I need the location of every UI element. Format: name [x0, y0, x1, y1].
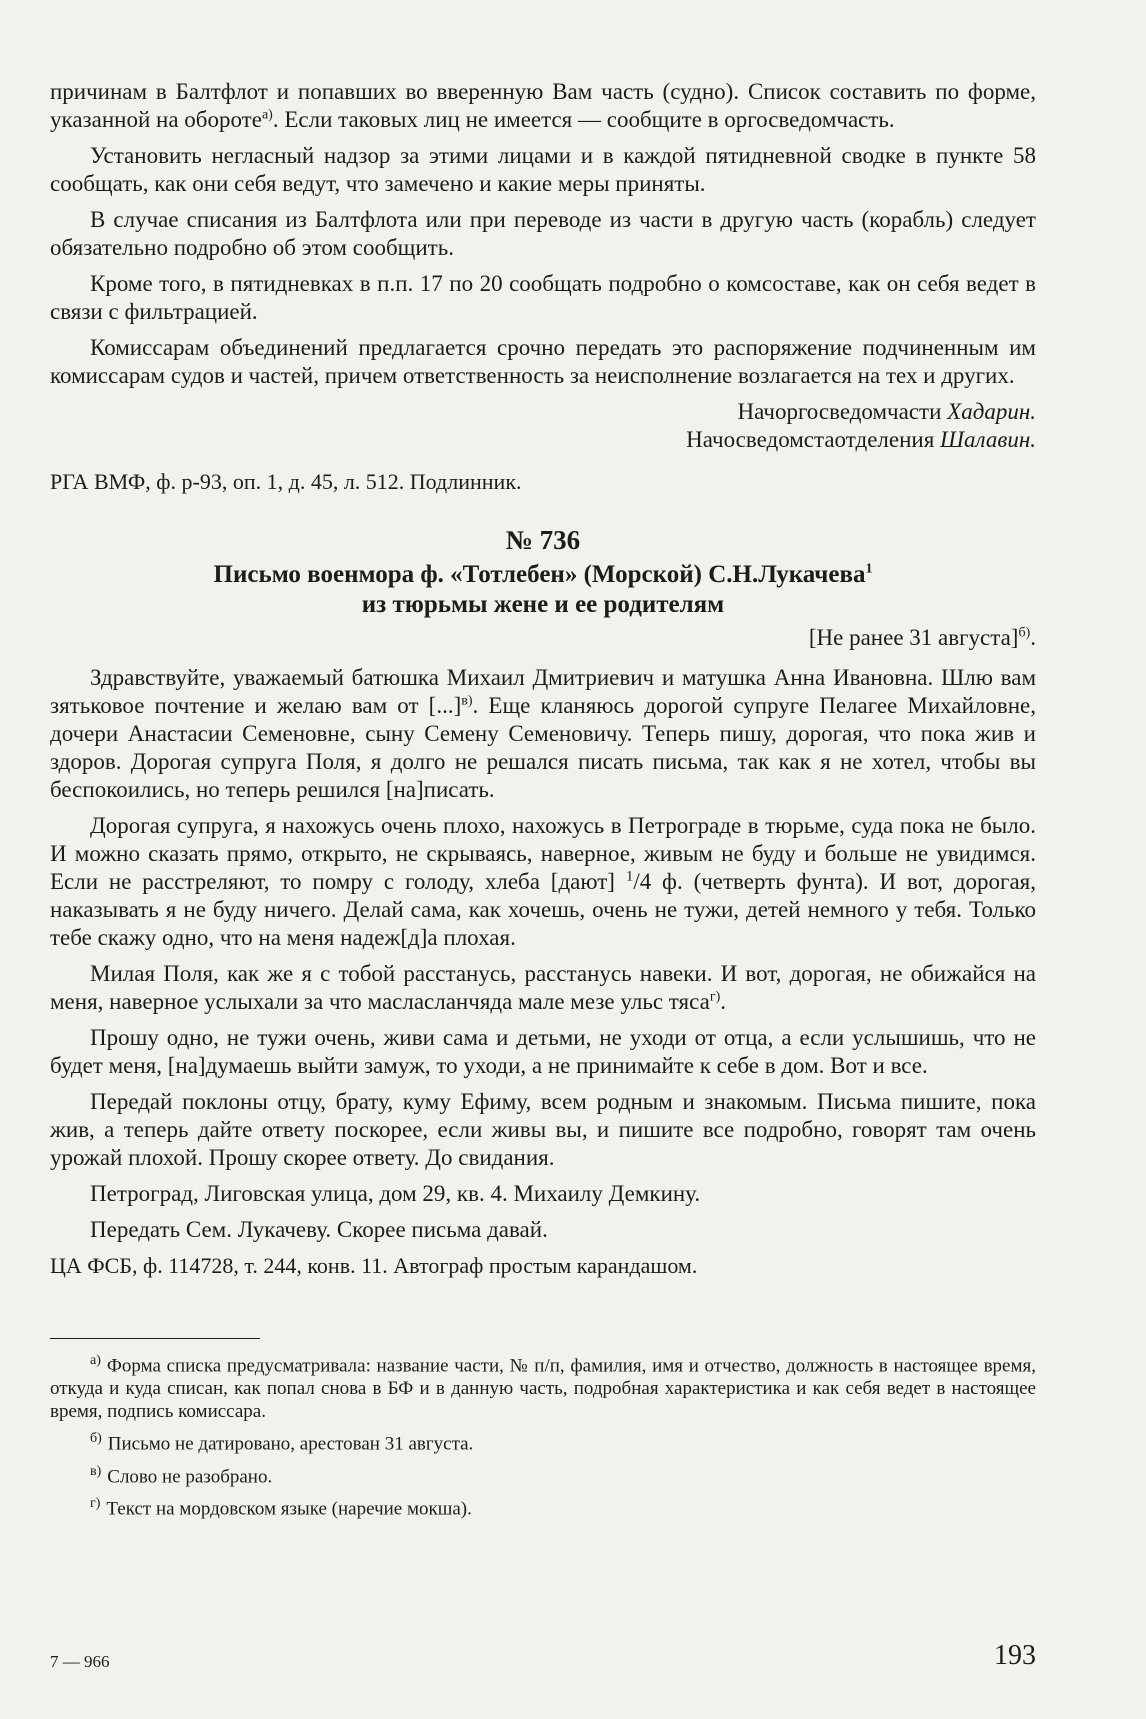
order-paragraph-3: В случае списания из Балтфлота или при переводе из части в другую часть (корабль) следует обязательно подробно об этом сообщить. — [50, 207, 1036, 260]
order-text — [50, 78, 1036, 390]
footnote-item: $^{б)}$ Письмо не датировано, арестован 31 августа. — [90, 1431, 474, 1455]
fraction: $^1$/4 — [625, 868, 652, 894]
footnote-item: $^{в)}$ Слово не разобрано. — [90, 1463, 273, 1487]
order-paragraph-5: Комиссарам объединений предлагается срочно передать это распоряжение подчиненным им комиссарам судов и частей, причем ответственность за неисполнение возлагается на тех и других. — [50, 335, 1036, 388]
letter-address: Петроград, Лиговская улица, дом 29, кв. 4. Михаилу Демкину. — [90, 1181, 701, 1206]
footnote-ref-a: а) — [261, 107, 273, 123]
footnote-ref-1: 1 — [865, 561, 873, 577]
signature-line: Начоргосведомчасти Хадарин. — [737, 399, 1036, 424]
document-date: [Не ранее 31 августа]$^{б)}$. — [808, 625, 1036, 650]
archive-reference: РГА ВМФ, ф. р-93, оп. 1, д. 45, л. 512. Подлинник. — [50, 469, 522, 494]
order-paragraph-2: Установить негласный надзор за этими лицами и в каждой пятидневной сводке в пункте 58 сообщать, как они себя ведут, что замечено и какие меры приняты. — [50, 143, 1036, 196]
footnote-ref-b: б) — [1018, 625, 1031, 641]
letter-paragraph-3: Милая Поля, как же я с тобой расстанусь, расстанусь навеки. И вот, дорогая, не обижайся на меня, наверное услыхали за что масласланчяда мале мезе ульс тяса$^{г)}$. — [50, 961, 1036, 1014]
footnote-ref-g: г) — [709, 989, 721, 1005]
archive-reference: ЦА ФСБ, ф. 114728, т. 244, конв. 11. Автограф простым карандашом. — [50, 1253, 698, 1278]
letter-paragraph-5: Передай поклоны отцу, брату, куму Ефиму, всем родным и знакомым. Письма пишите, пока жив, а теперь дайте ответу поскорее, если живы вы, и пишите все подробно, говорят там очень урожай плохой. Прошу скорее ответу. До свидания. — [50, 1089, 1036, 1170]
footnote-ref-v: в) — [461, 693, 473, 709]
letter-paragraph-2: Дорогая супруга, я нахожусь очень плохо, нахожусь в Петрограде в тюрьме, суда пока не было. И можно сказать прямо, открыто, не скрываясь, наверное, живым не буду и больше не увидимся. Если не расстреляют, то помру с голоду, хлеба [дают] $^1$/4 ф. (четверть фунта). И вот, дорогая, наказывать я не буду ничего. Делай сама, как хочешь, очень не тужи, детей немного у тебя. Только тебе скажу одно, что на меня надеж[д]а плохая. — [50, 813, 1036, 950]
letter-paragraph-1: Здравствуйте, уважаемый батюшка Михаил Дмитриевич и матушка Анна Ивановна. Шлю вам зятьковое почтение и желаю вам от [...]$^{в)}$. Еще кланяюсь дорогой супруге Пелагее Михайловне, дочери Анастасии Семеновне, сыну Семену Семеновичу. Теперь пишу, дорогая, что пока жив и здоров. Дорогая супруга Поля, я долго не решался писать письма, так как я не хотел, чтобы вы беспокоились, но теперь решился [на]писать. — [50, 665, 1036, 802]
page — [50, 78, 1036, 1524]
footnote-divider — [50, 1338, 260, 1339]
document-number: № 736 — [505, 525, 581, 555]
letter-postscript: Передать Сем. Лукачеву. Скорее письма давай. — [90, 1217, 548, 1242]
document-title: Письмо военмора ф. «Тотлебен» (Морской) С.Н.Лукачева$^1$ из тюрьмы жене и ее родителям — [213, 561, 873, 618]
letter-paragraph-4: Прошу одно, не тужи очень, живи сама и детьми, не уходи от отца, а если услышишь, что не будет меня, [на]думаешь выйти замуж, то уходи, а не принимайте к себе в дом. Вот и все. — [50, 1025, 1036, 1078]
footnote-item: $^{а)}$ Форма списка предусматривала: название части, № п/п, фамилия, имя и отчество, должность в настоящее время, откуда и куда списан, как попал снова в БФ и в данную часть, подробная характеристика и как себя ведет в настоящее время, подпись комиссара. — [50, 1353, 1036, 1423]
footnote-item: $^{г)}$ Текст на мордовском языке (наречие мокша). — [90, 1495, 472, 1520]
order-paragraph-4: Кроме того, в пятидневках в п.п. 17 по 20 сообщать подробно о комсоставе, как он себя ведет в связи с фильтрацией. — [50, 271, 1036, 324]
letter-text — [50, 664, 1036, 1244]
order-paragraph-1: причинам в Балтфлот и попавших во вверенную Вам часть (судно). Список составить по форме, указанной на обороте$^{а)}$. Если таковых лиц не имеется — сообщите в оргосведомчасть. — [50, 79, 1036, 132]
footnotes — [50, 1349, 1036, 1520]
printer-signature: 7 — 966 — [50, 1652, 110, 1671]
page-number: 193 — [994, 1640, 1036, 1671]
signature-block — [50, 398, 1036, 454]
signature-line: Начосведомстаотделения Шалавин. — [686, 427, 1036, 452]
